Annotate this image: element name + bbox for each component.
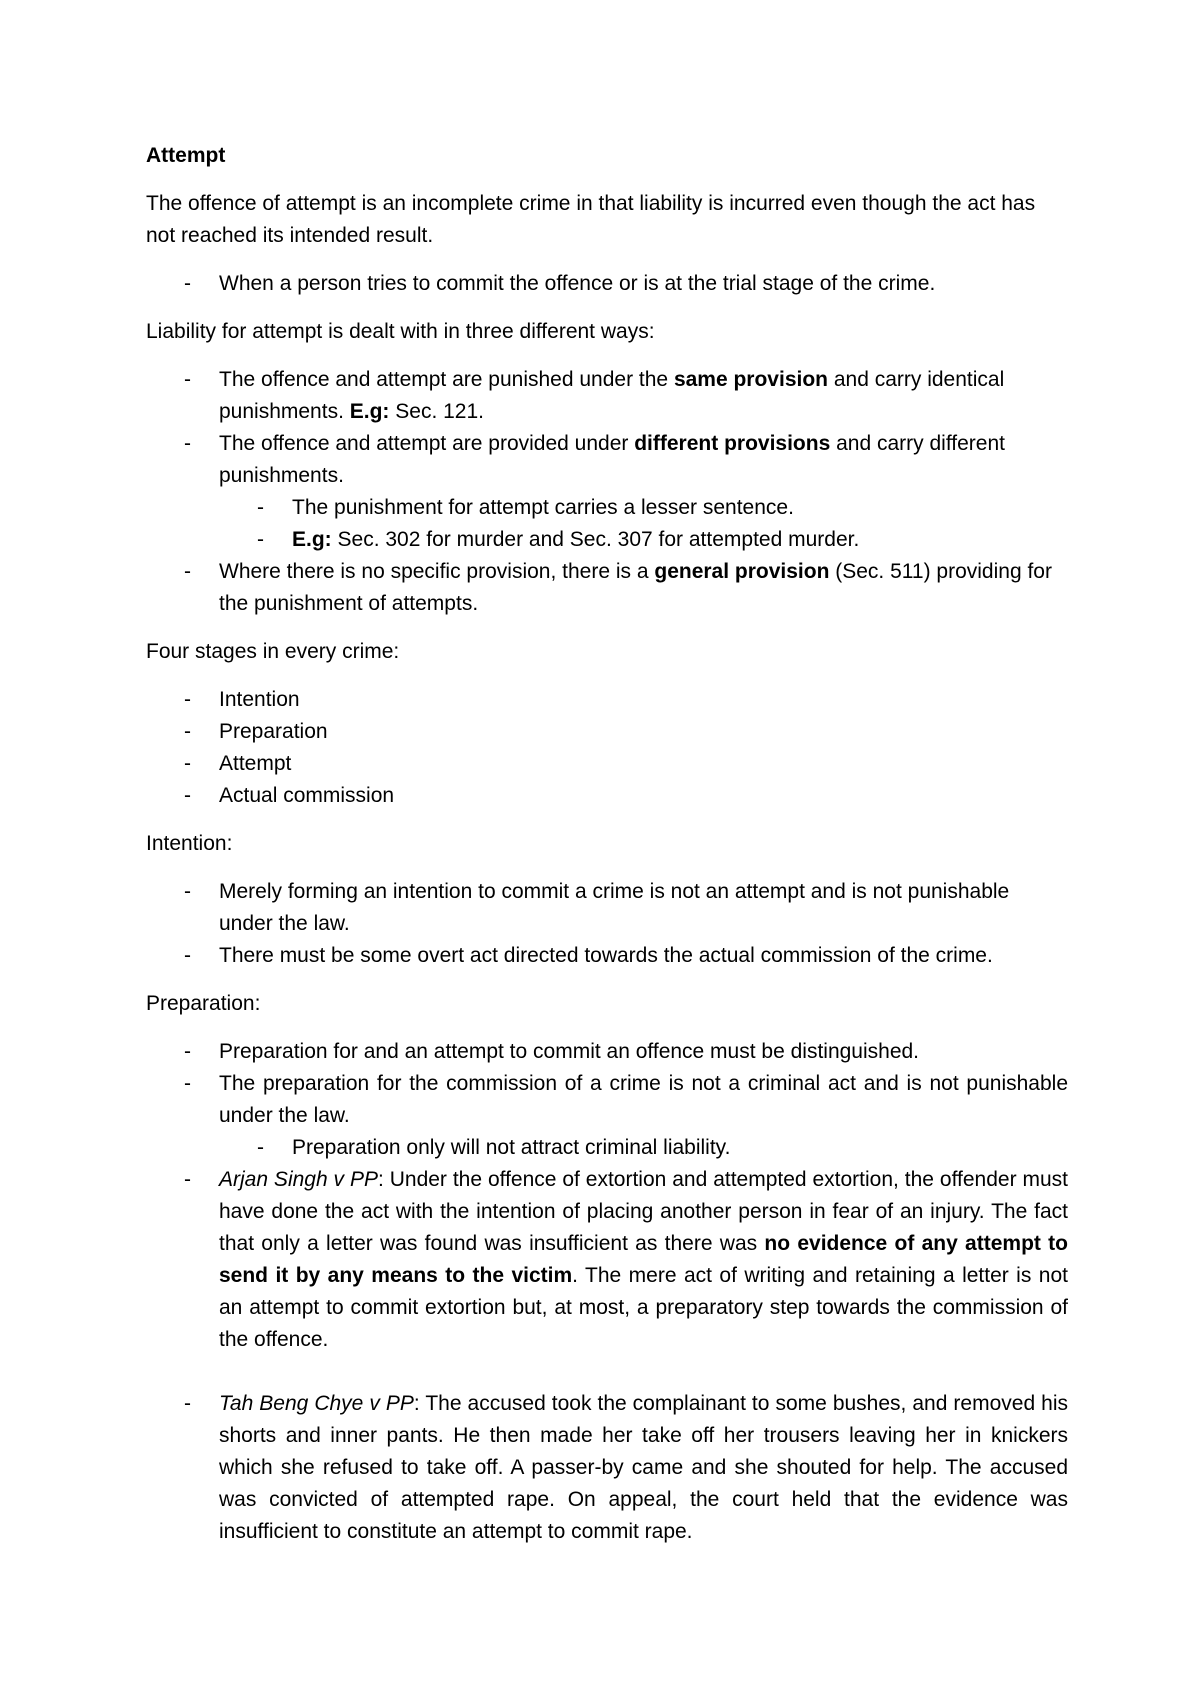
bold-term: different provisions [634, 432, 831, 455]
bullet-dash: - [184, 1168, 191, 1191]
intention-list [146, 876, 1068, 972]
list-item [146, 428, 1068, 492]
liability-list [146, 364, 1068, 620]
stages-list [146, 684, 1068, 812]
bullet-dash: - [184, 1040, 191, 1063]
list-item [146, 556, 1068, 620]
bullet-dash: - [184, 880, 191, 903]
bullet-dash: - [184, 944, 191, 967]
list-item-text: The preparation for the commission of a crime is not a criminal act and is not punishable under the law. [219, 1072, 1068, 1127]
list-item-text: Preparation for and an attempt to commit an offence must be distinguished. [219, 1040, 920, 1063]
document-body [146, 140, 1068, 1564]
case-name: Tah Beng Chye v PP [219, 1392, 414, 1415]
list-item [146, 876, 1068, 940]
list-item-text: The offence and attempt are provided under [219, 432, 635, 455]
list-item [146, 716, 1068, 748]
preparation-heading: Preparation: [146, 992, 261, 1015]
intro-paragraph: The offence of attempt is an incomplete crime in that liability is incurred even though the act has not reached its intended result. [146, 192, 1036, 247]
bullet-dash: - [184, 752, 191, 775]
bullet-dash: - [184, 432, 191, 455]
list-item [146, 364, 1068, 428]
list-item-text: When a person tries to commit the offence or is at the trial stage of the crime. [219, 272, 936, 295]
list-item-text: Sec. 121. [389, 400, 484, 423]
list-item-text: and carry identical punishments. [219, 368, 1005, 423]
list-item [146, 684, 1068, 716]
liability-heading: Liability for attempt is dealt with in three different ways: [146, 320, 655, 343]
bullet-dash: - [257, 1136, 264, 1159]
list-item-text: The offence and attempt are punished under the [219, 368, 674, 391]
list-item [146, 780, 1068, 812]
bold-term: same provision [673, 368, 828, 391]
bold-term: general provision [654, 560, 830, 583]
list-item-text: There must be some overt act directed towards the actual commission of the crime. [219, 944, 993, 967]
list-item [146, 940, 1068, 972]
list-item [146, 1036, 1068, 1068]
sub-list-item [146, 492, 1068, 524]
bullet-dash: - [184, 272, 191, 295]
bullet-dash: - [184, 1392, 191, 1415]
bullet-dash: - [184, 720, 191, 743]
bullet-dash: - [184, 1072, 191, 1095]
case-text: : Under the offence of extortion and attempted extortion, the offender must have done the act with the intention of placing another person in fear of an injury. The fact that only a letter was found was insufficient as there was [219, 1168, 1068, 1255]
list-item-text: Merely forming an intention to commit a crime is not an attempt and is not punishable under the law. [219, 880, 1010, 935]
bullet-dash: - [184, 784, 191, 807]
stage-label: Actual commission [219, 784, 395, 807]
list-item-text: and carry different punishments. [219, 432, 1005, 487]
bullet-dash: - [184, 368, 191, 391]
case-text: : The accused took the complainant to some bushes, and removed his shorts and inner pants. He then made her take off her trousers leaving her in knickers which she refused to take off. A passer-by came and she shouted for help. The accused was convicted of attempted rape. On appeal, the court held that the evidence was insufficient to constitute an attempt to commit rape. [219, 1392, 1068, 1543]
bullet-dash: - [184, 688, 191, 711]
list-item [146, 748, 1068, 780]
page-title: Attempt [146, 144, 226, 167]
sub-list-item [146, 1132, 1068, 1164]
bullet-dash: - [184, 560, 191, 583]
list-item [146, 1068, 1068, 1132]
list-item [146, 268, 1068, 300]
list-item-text: Sec. 302 for murder and Sec. 307 for attempted murder. [331, 528, 860, 551]
case-name: Arjan Singh v PP [219, 1168, 378, 1191]
example-label: E.g: [292, 528, 332, 551]
case-item [146, 1388, 1068, 1548]
stage-label: Attempt [219, 752, 292, 775]
list-item-text: The punishment for attempt carries a lesser sentence. [292, 496, 794, 519]
example-label: E.g: [349, 400, 390, 423]
list-item-text: Preparation only will not attract criminal liability. [292, 1136, 731, 1159]
case-text: . The mere act of writing and retaining a letter is not an attempt to commit extortion but, at most, a preparatory step towards the commission of the offence. [219, 1264, 1068, 1351]
list-item-text: (Sec. 511) providing for the punishment of attempts. [219, 560, 1052, 615]
intention-heading: Intention: [146, 832, 233, 855]
stages-heading: Four stages in every crime: [146, 640, 400, 663]
stage-label: Preparation [219, 720, 328, 743]
preparation-list [146, 1036, 1068, 1548]
bold-term: no evidence of any attempt to send it by any means to the victim [219, 1232, 1068, 1287]
list-item-text: Where there is no specific provision, there is a [219, 560, 655, 583]
intro-list [146, 268, 1068, 300]
case-item [146, 1164, 1068, 1356]
stage-label: Intention [219, 688, 300, 711]
bullet-dash: - [257, 496, 264, 519]
sub-list-item [146, 524, 1068, 556]
bullet-dash: - [257, 528, 264, 551]
